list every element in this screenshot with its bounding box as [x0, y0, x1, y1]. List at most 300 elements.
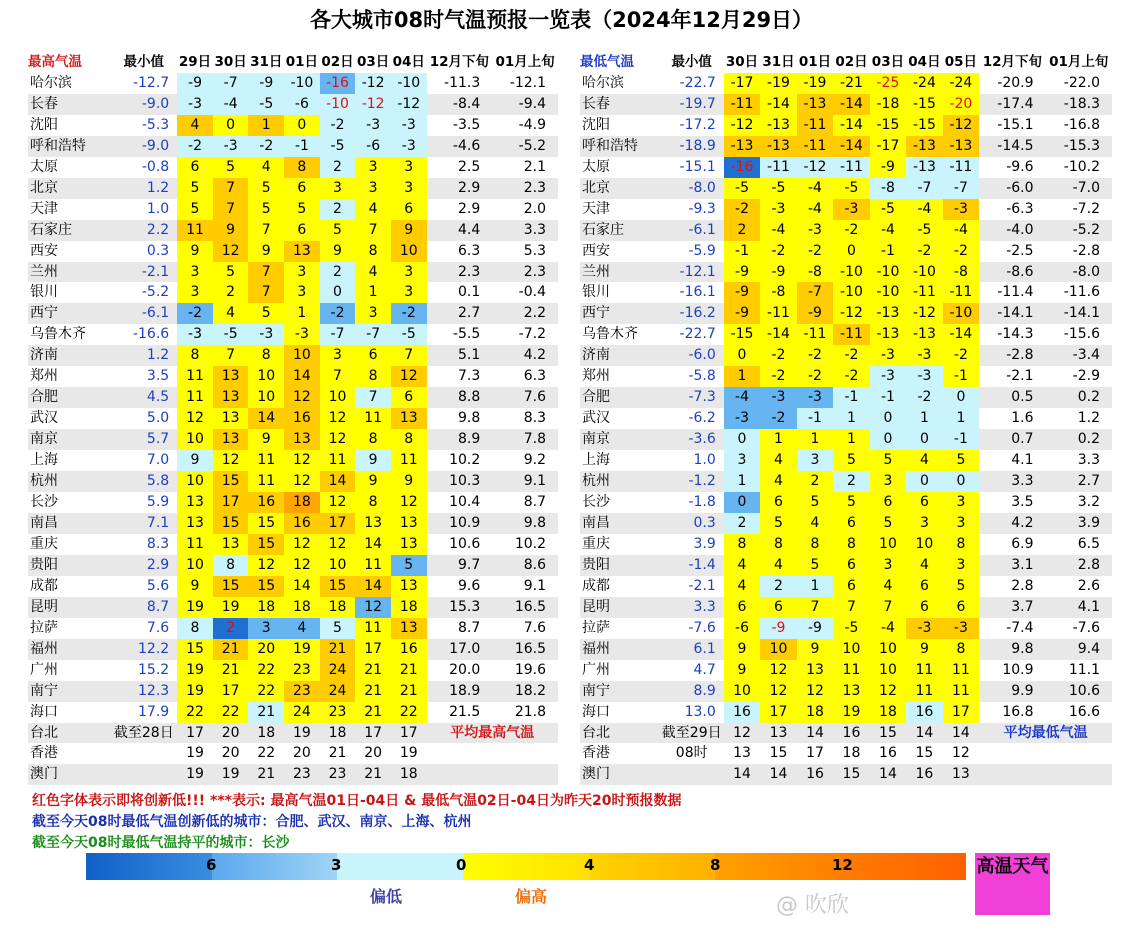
- table-row: [580, 702, 1112, 723]
- day-temp-cell: 13: [177, 492, 213, 513]
- day-temp-cell: -3: [906, 345, 942, 366]
- legend-num-3: 3: [331, 856, 342, 874]
- city-name: 乌鲁木齐: [30, 326, 86, 343]
- day-temp-cell: 13: [213, 534, 249, 555]
- day-temp-cell: 4: [760, 450, 796, 471]
- avg-late-dec: 10.2: [449, 452, 481, 469]
- avg-early-jan: -8.0: [1046, 262, 1112, 283]
- day-temp-cell: 10: [870, 639, 906, 660]
- day-temp-cell: 8: [213, 555, 249, 576]
- table-row: [28, 366, 558, 387]
- avg-late-dec: 4.2: [979, 513, 1045, 534]
- min-value: -6.1: [110, 303, 177, 324]
- table-row: [580, 597, 1112, 618]
- day-temp-cell: 21: [391, 681, 427, 702]
- day-temp-cell: 1: [833, 429, 869, 450]
- city-name: 海口: [582, 703, 610, 720]
- day-temp-cell: -9: [760, 618, 796, 639]
- day-temp-cell: -10: [870, 262, 906, 283]
- day-temp-cell: 11: [833, 660, 869, 681]
- table-row: [580, 681, 1112, 702]
- day-temp-cell: -15: [870, 115, 906, 136]
- day-temp-cell: 14: [320, 471, 356, 492]
- day-temp-cell: 12: [213, 450, 249, 471]
- day-temp-cell: -21: [833, 73, 869, 94]
- day-temp-cell: -13: [870, 303, 906, 324]
- min-value: 5.6: [146, 577, 170, 594]
- day-temp-cell: 1: [355, 282, 391, 303]
- left-header-0: 最高气温: [28, 54, 82, 70]
- min-value: 1.2: [110, 345, 177, 366]
- day-temp-cell: 23: [320, 764, 356, 785]
- day-temp-cell: 6: [391, 199, 427, 220]
- day-temp-cell: 19: [284, 723, 320, 744]
- day-temp-cell: 17: [760, 702, 796, 723]
- day-temp-cell: 16: [248, 492, 284, 513]
- day-temp-cell: 4: [870, 576, 906, 597]
- day-temp-cell: 16: [797, 764, 833, 785]
- table-row: [28, 576, 558, 597]
- right-header-5: 02日: [835, 54, 868, 70]
- min-value: 7.1: [110, 513, 177, 534]
- min-value: 13.0: [684, 703, 716, 720]
- day-temp-cell: 4: [906, 450, 942, 471]
- day-temp-cell: 3: [355, 178, 391, 199]
- day-temp-cell: 18: [284, 492, 320, 513]
- legend-seg-yellow: [463, 853, 589, 880]
- day-temp-cell: 0: [906, 471, 942, 492]
- day-temp-cell: -4: [870, 618, 906, 639]
- day-temp-cell: -11: [724, 94, 760, 115]
- day-temp-cell: -3: [943, 618, 979, 639]
- day-temp-cell: 16: [284, 408, 320, 429]
- min-value: -1.2: [660, 471, 724, 492]
- avg-late-dec: 0.5: [979, 387, 1045, 408]
- day-temp-cell: 0: [943, 387, 979, 408]
- day-temp-cell: 16: [906, 764, 942, 785]
- day-temp-cell: 22: [248, 660, 284, 681]
- table-row: [580, 639, 1112, 660]
- day-temp-cell: 3: [355, 157, 391, 178]
- day-temp-cell: 4: [213, 303, 249, 324]
- day-temp-cell: 3: [391, 262, 427, 283]
- legend-seg-deep-orange: [840, 853, 966, 880]
- city-name: 拉萨: [30, 619, 58, 636]
- min-value: 8.7: [110, 597, 177, 618]
- avg-early-jan: 0.2: [1046, 429, 1112, 450]
- day-temp-cell: 9: [391, 471, 427, 492]
- min-value: -15.1: [679, 158, 716, 175]
- avg-early-jan: 16.5: [492, 597, 558, 618]
- min-value: 15.2: [138, 661, 170, 678]
- day-temp-cell: -7: [943, 178, 979, 199]
- day-temp-cell: -14: [833, 115, 869, 136]
- avg-late-dec: 17.0: [427, 639, 493, 660]
- day-temp-cell: -2: [248, 136, 284, 157]
- table-row: [28, 324, 558, 345]
- avg-early-jan: -3.4: [1046, 345, 1112, 366]
- avg-late-dec: 9.6: [457, 577, 481, 594]
- table-row: [28, 345, 558, 366]
- day-temp-cell: 5: [797, 492, 833, 513]
- day-temp-cell: -3: [213, 136, 249, 157]
- avg-early-jan: -5.2: [492, 136, 558, 157]
- left-header-9: 12月下旬: [429, 54, 490, 70]
- avg-late-dec: -8.4: [427, 94, 493, 115]
- city-name: 石家庄: [28, 220, 110, 241]
- avg-early-jan: 2.3: [492, 178, 558, 199]
- city-name: 长春: [28, 94, 110, 115]
- city-name: 广州: [582, 661, 610, 678]
- day-temp-cell: 13: [797, 660, 833, 681]
- day-temp-cell: 1: [248, 115, 284, 136]
- avg-late-dec: -11.3: [444, 74, 481, 91]
- avg-early-jan: 2.8: [1046, 555, 1112, 576]
- avg-early-jan: 0.2: [1046, 387, 1112, 408]
- avg-early-jan: 4.2: [492, 345, 558, 366]
- day-temp-cell: 7: [213, 345, 249, 366]
- avg-early-jan: 3.3: [492, 220, 558, 241]
- day-temp-cell: -2: [943, 345, 979, 366]
- avg-early-jan: 9.1: [492, 471, 558, 492]
- day-temp-cell: -17: [870, 136, 906, 157]
- avg-late-dec: 9.8: [457, 410, 481, 427]
- day-temp-cell: 8: [355, 429, 391, 450]
- day-temp-cell: 15: [248, 534, 284, 555]
- day-temp-cell: 23: [284, 681, 320, 702]
- city-name: 济南: [28, 345, 110, 366]
- avg-early-jan: 8.7: [523, 494, 546, 511]
- day-temp-cell: 8: [724, 534, 760, 555]
- day-temp-cell: -2: [797, 241, 833, 262]
- day-temp-cell: 19: [177, 681, 213, 702]
- avg-late-dec: 2.5: [457, 158, 481, 175]
- avg-early-jan: -0.4: [518, 284, 546, 301]
- day-temp-cell: -13: [797, 94, 833, 115]
- day-temp-cell: 19: [399, 745, 418, 762]
- avg-late-dec: 2.7: [427, 303, 493, 324]
- day-temp-cell: 0: [833, 241, 869, 262]
- day-temp-cell: -12: [906, 303, 942, 324]
- avg-late-dec: 2.3: [427, 262, 493, 283]
- day-temp-cell: 24: [320, 681, 356, 702]
- table-row: [28, 282, 558, 303]
- day-temp-cell: -11: [943, 282, 979, 303]
- min-value: 5.8: [110, 471, 177, 492]
- day-temp-cell: -5: [833, 618, 869, 639]
- day-temp-cell: 12: [177, 408, 213, 429]
- day-temp-cell: 16: [833, 723, 869, 744]
- day-temp-cell: 8: [760, 534, 796, 555]
- day-temp-cell: 6: [284, 178, 320, 199]
- day-temp-cell: 20: [364, 745, 383, 762]
- day-temp-cell: -6: [355, 136, 391, 157]
- min-value: 08时: [675, 745, 708, 762]
- avg-late-dec: -2.5: [1006, 242, 1034, 259]
- day-temp-cell: 12: [248, 555, 284, 576]
- city-name: 郑州: [582, 368, 610, 385]
- day-temp-cell: 4: [355, 262, 391, 283]
- avg-late-dec: 6.9: [1011, 535, 1034, 552]
- avg-late-dec: 21.5: [449, 703, 481, 720]
- day-temp-cell: -6: [724, 618, 760, 639]
- table-row-extra: [580, 723, 1112, 744]
- day-temp-cell: 15: [213, 576, 249, 597]
- day-temp-cell: -4: [906, 199, 942, 220]
- table-row: [580, 115, 1112, 136]
- day-temp-cell: 6: [760, 597, 796, 618]
- day-temp-cell: -1: [943, 366, 979, 387]
- day-temp-cell: -9: [248, 73, 284, 94]
- day-temp-cell: 12: [284, 387, 320, 408]
- min-value: 2.2: [110, 220, 177, 241]
- table-row: [580, 492, 1112, 513]
- left-header-6: 02日: [321, 54, 354, 70]
- avg-early-jan: 10.2: [514, 535, 546, 552]
- day-temp-cell: -12: [724, 115, 760, 136]
- day-temp-cell: -19: [797, 73, 833, 94]
- city-name: 福州: [580, 639, 660, 660]
- table-row: [28, 513, 558, 534]
- city-name: 杭州: [28, 471, 110, 492]
- day-temp-cell: 0: [284, 115, 320, 136]
- day-temp-cell: -11: [797, 115, 833, 136]
- city-name: 成都: [30, 577, 58, 594]
- avg-late-dec: -20.9: [997, 74, 1034, 91]
- day-temp-cell: 3: [320, 178, 356, 199]
- day-temp-cell: -13: [760, 115, 796, 136]
- day-temp-cell: 3: [284, 262, 320, 283]
- day-temp-cell: -5: [320, 136, 356, 157]
- day-temp-cell: 21: [213, 660, 249, 681]
- day-temp-cell: 10: [760, 639, 796, 660]
- note-red-legend: 红色字体表示即将创新低!!! ***表示: 最高气温01日-04日 & 最低气温02日-04日为昨天20时预报数据: [32, 793, 682, 809]
- day-temp-cell: 5: [320, 618, 356, 639]
- day-temp-cell: 3: [284, 282, 320, 303]
- day-temp-cell: 24: [284, 702, 320, 723]
- avg-early-jan: -2.8: [1072, 242, 1100, 259]
- avg-late-dec: -17.4: [979, 94, 1045, 115]
- table-row: [28, 702, 558, 723]
- day-temp-cell: -11: [760, 303, 796, 324]
- day-temp-cell: -10: [284, 73, 320, 94]
- city-name: 合肥: [28, 387, 110, 408]
- day-temp-cell: 16: [879, 745, 897, 762]
- day-temp-cell: 5: [320, 220, 356, 241]
- day-temp-cell: -6: [284, 94, 320, 115]
- day-temp-cell: 5: [213, 262, 249, 283]
- min-value: -5.3: [141, 116, 170, 133]
- city-name: 南宁: [580, 681, 660, 702]
- min-value: -8.0: [660, 178, 724, 199]
- day-temp-cell: 21: [213, 639, 249, 660]
- min-value: 5.7: [110, 429, 177, 450]
- day-temp-cell: 10: [833, 639, 869, 660]
- city-name: 西宁: [28, 303, 110, 324]
- avg-early-jan: 6.3: [523, 368, 546, 385]
- day-temp-cell: 6: [906, 576, 942, 597]
- day-temp-cell: 11: [177, 366, 213, 387]
- avg-late-dec: 0.1: [457, 284, 481, 301]
- day-temp-cell: 7: [213, 199, 249, 220]
- table-row-extra: [28, 764, 558, 785]
- day-temp-cell: 7: [248, 282, 284, 303]
- min-value: -2.1: [110, 262, 177, 283]
- day-temp-cell: -11: [797, 136, 833, 157]
- day-temp-cell: 20: [292, 745, 311, 762]
- avg-early-jan: -5.2: [1046, 220, 1112, 241]
- city-name: 天津: [582, 200, 610, 217]
- day-temp-cell: 8: [355, 366, 391, 387]
- min-temp-table: [580, 52, 1112, 785]
- day-temp-cell: 11: [248, 450, 284, 471]
- day-temp-cell: 11: [391, 450, 427, 471]
- day-temp-cell: 12: [391, 366, 427, 387]
- day-temp-cell: 14: [248, 408, 284, 429]
- city-name: 太原: [582, 158, 610, 175]
- day-temp-cell: 15: [213, 471, 249, 492]
- table-row: [28, 303, 558, 324]
- day-temp-cell: 0: [870, 429, 906, 450]
- day-temp-cell: 8: [797, 534, 833, 555]
- day-temp-cell: 12: [760, 660, 796, 681]
- city-name: 南京: [28, 429, 110, 450]
- table-row: [28, 534, 558, 555]
- day-temp-cell: -13: [906, 136, 942, 157]
- avg-late-dec: 3.7: [979, 597, 1045, 618]
- avg-late-dec: 4.4: [427, 220, 493, 241]
- day-temp-cell: 6: [943, 597, 979, 618]
- city-name: 香港: [30, 745, 58, 762]
- page-title: 各大城市08时气温预报一览表（2024年12月29日）: [309, 8, 814, 32]
- day-temp-cell: -18: [870, 94, 906, 115]
- avg-late-dec: -11.4: [997, 284, 1034, 301]
- day-temp-cell: 3: [943, 555, 979, 576]
- day-temp-cell: 12: [760, 681, 796, 702]
- city-name: 乌鲁木齐: [582, 326, 638, 343]
- day-temp-cell: -14: [760, 94, 796, 115]
- day-temp-cell: 8: [177, 345, 213, 366]
- day-temp-cell: 2: [213, 618, 249, 639]
- day-temp-cell: 4: [760, 555, 796, 576]
- day-temp-cell: 21: [355, 660, 391, 681]
- day-temp-cell: 10: [724, 681, 760, 702]
- day-temp-cell: -8: [760, 282, 796, 303]
- min-value: -7.6: [688, 619, 716, 636]
- day-temp-cell: -19: [760, 73, 796, 94]
- day-temp-cell: 17: [943, 702, 979, 723]
- avg-note: [427, 764, 558, 785]
- day-temp-cell: 18: [391, 597, 427, 618]
- day-temp-cell: 4: [248, 157, 284, 178]
- min-value: -9.0: [110, 136, 177, 157]
- min-value: -6.0: [660, 345, 724, 366]
- city-name: 武汉: [30, 410, 58, 427]
- min-value: -9.0: [110, 94, 177, 115]
- right-header-9: 12月下旬: [982, 54, 1042, 70]
- day-temp-cell: -7: [797, 282, 833, 303]
- day-temp-cell: -12: [797, 157, 833, 178]
- day-temp-cell: -2: [833, 220, 869, 241]
- day-temp-cell: 14: [870, 764, 906, 785]
- day-temp-cell: -5: [248, 94, 284, 115]
- day-temp-cell: -17: [724, 73, 760, 94]
- day-temp-cell: 11: [355, 408, 391, 429]
- day-temp-cell: 3: [870, 555, 906, 576]
- city-name: 南京: [580, 429, 660, 450]
- day-temp-cell: -12: [943, 115, 979, 136]
- avg-early-jan: 19.6: [514, 661, 546, 678]
- day-temp-cell: -14: [943, 324, 979, 345]
- min-value: -6.2: [688, 410, 716, 427]
- avg-late-dec: -4.6: [427, 136, 493, 157]
- day-temp-cell: 2: [320, 157, 356, 178]
- day-temp-cell: -10: [906, 262, 942, 283]
- table-row: [580, 324, 1112, 345]
- avg-early-jan: -9.4: [492, 94, 558, 115]
- table-row: [28, 450, 558, 471]
- day-temp-cell: 13: [391, 408, 427, 429]
- day-temp-cell: -3: [724, 408, 760, 429]
- day-temp-cell: -14: [833, 94, 869, 115]
- day-temp-cell: -5: [213, 324, 249, 345]
- avg-early-jan: 16.5: [492, 639, 558, 660]
- day-temp-cell: -2: [833, 345, 869, 366]
- avg-late-dec: 2.9: [427, 178, 493, 199]
- day-temp-cell: -10: [943, 303, 979, 324]
- day-temp-cell: -2: [760, 241, 796, 262]
- day-temp-cell: 14: [355, 534, 391, 555]
- min-value: 12.3: [110, 681, 177, 702]
- day-temp-cell: 5: [833, 492, 869, 513]
- day-temp-cell: 18: [320, 597, 356, 618]
- min-value: -3.6: [660, 429, 724, 450]
- day-temp-cell: 8: [355, 492, 391, 513]
- day-temp-cell: -1: [943, 429, 979, 450]
- day-temp-cell: 0: [943, 471, 979, 492]
- day-temp-cell: 12: [320, 492, 356, 513]
- day-temp-cell: 4: [724, 576, 760, 597]
- right-header-8: 05日: [944, 54, 978, 70]
- avg-late-dec: 8.9: [427, 429, 493, 450]
- table-row: [28, 471, 558, 492]
- day-temp-cell: 7: [248, 220, 284, 241]
- avg-early-jan: -7.0: [1046, 178, 1112, 199]
- day-temp-cell: 11: [177, 220, 213, 241]
- day-temp-cell: 18: [797, 702, 833, 723]
- day-temp-cell: 18: [248, 597, 284, 618]
- day-temp-cell: 12: [320, 429, 356, 450]
- day-temp-cell: -11: [833, 324, 869, 345]
- avg-late-dec: 16.8: [1002, 703, 1034, 720]
- day-temp-cell: -12: [391, 94, 427, 115]
- avg-early-jan: 2.2: [492, 303, 558, 324]
- day-temp-cell: 15: [915, 745, 934, 762]
- day-temp-cell: -13: [870, 324, 906, 345]
- day-temp-cell: 11: [355, 618, 391, 639]
- day-temp-cell: 6: [833, 555, 869, 576]
- city-name: 昆明: [580, 597, 660, 618]
- min-value: 5.9: [146, 494, 170, 511]
- avg-late-dec: 2.8: [1011, 577, 1034, 594]
- day-temp-cell: 1: [943, 408, 979, 429]
- table-row: [28, 178, 558, 199]
- day-temp-cell: 5: [248, 178, 284, 199]
- day-temp-cell: 19: [213, 597, 249, 618]
- min-value: -18.9: [660, 136, 724, 157]
- city-name: 澳门: [580, 764, 660, 785]
- avg-early-jan: -2.9: [1072, 368, 1100, 385]
